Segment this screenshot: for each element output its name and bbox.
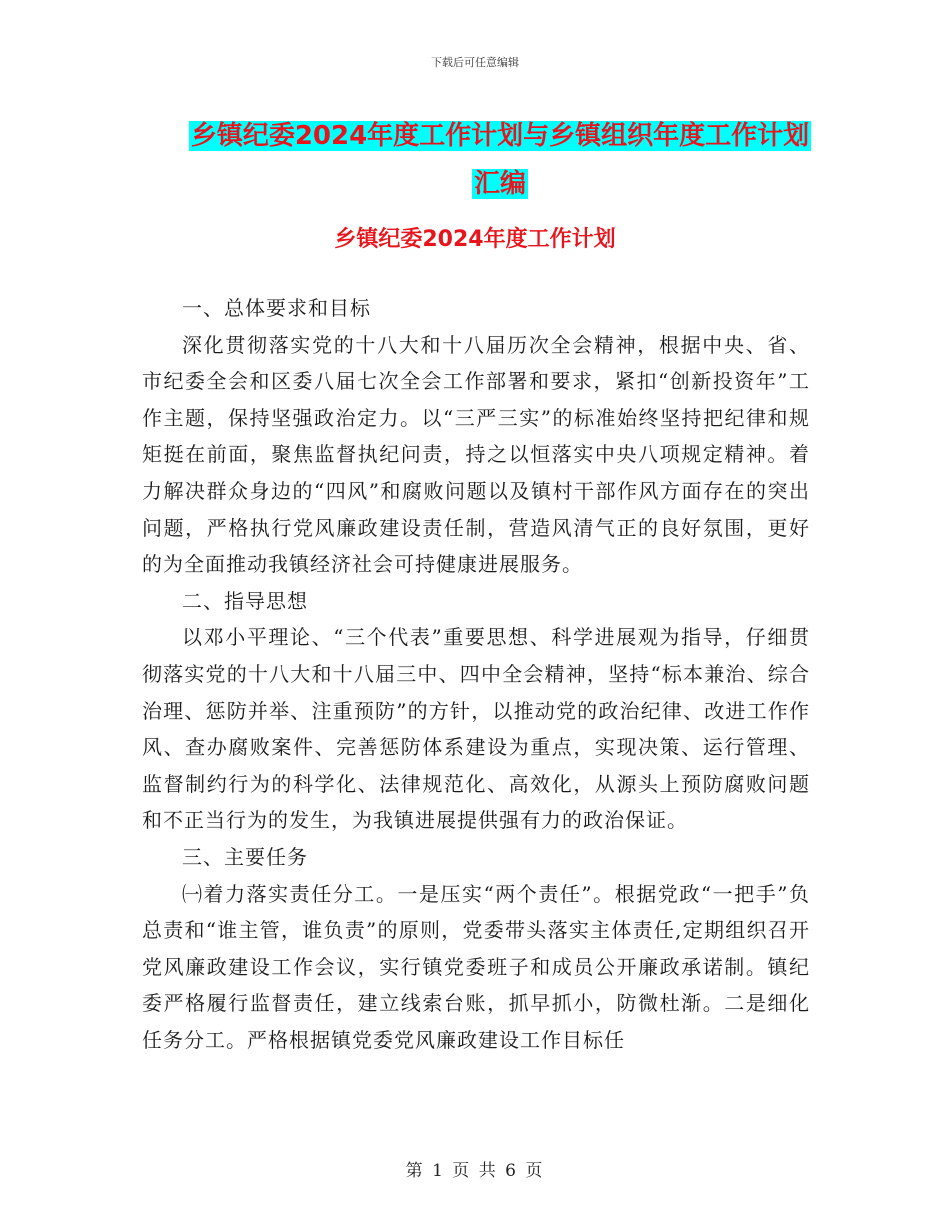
section-paragraph-3: ㈠着力落实责任分工。一是压实“两个责任”。根据党政“一把手”负总责和“谁主管，谁负责”的原则，党委带头落实主体责任,定期组织召开党风廉政建设工作会议，实行镇党委班子和成员公开廉政承诺制。镇纪委严格履行监督责任，建立线索台账，抓早抓小，防微杜渐。二是细化任务分工。严格根据镇党委党风廉政建设工作目标任: [142, 881, 810, 1052]
title-line-1: 乡镇纪委2024年度工作计划与乡镇组织年度工作计划: [190, 121, 810, 151]
section-paragraph-2: 以邓小平理论、“三个代表”重要思想、科学进展观为指导，仔细贯彻落实党的十八大和十八届三中、四中全会精神，坚持“标本兼治、综合治理、惩防并举、注重预防”的方针，以推动党的政治纪律、改进工作作风、查办腐败案件、完善惩防体系建设为重点，实现决策、运行管理、监督制约行为的科学化、法律规范化、高效化，从源头上预防腐败问题和不正当行为的发生，为我镇进展提供强有力的政治保证。: [142, 625, 810, 833]
section-heading-3: 三、主要任务: [182, 844, 308, 869]
document-body: [142, 290, 810, 1058]
page-header-note: 下载后可任意编辑: [431, 56, 519, 69]
section-heading-2: 二、指导思想: [182, 588, 308, 613]
title-line-2: 汇编: [473, 169, 526, 199]
page-number: 第 1 页 共 6 页: [405, 1161, 545, 1181]
section-heading-1: 一、总体要求和目标: [182, 296, 371, 320]
section-paragraph-1: 深化贯彻落实党的十八大和十八届历次全会精神，根据中央、省、市纪委全会和区委八届七次全会工作部署和要求，紧扣“创新投资年”工作主题，保持坚强政治定力。以“三严三实”的标准始终坚持把纪律和规矩挺在前面，聚焦监督执纪问责，持之以恒落实中央八项规定精神。着力解决群众身边的“四风”和腐败问题以及镇村干部作风方面存在的突出问题，严格执行党风廉政建设责任制，营造风清气正的良好氛围，更好的为全面推动我镇经济社会可持健康进展服务。: [142, 332, 810, 577]
document-title: [185, 112, 815, 208]
section-subtitle: 乡镇纪委2024年度工作计划: [334, 227, 616, 252]
